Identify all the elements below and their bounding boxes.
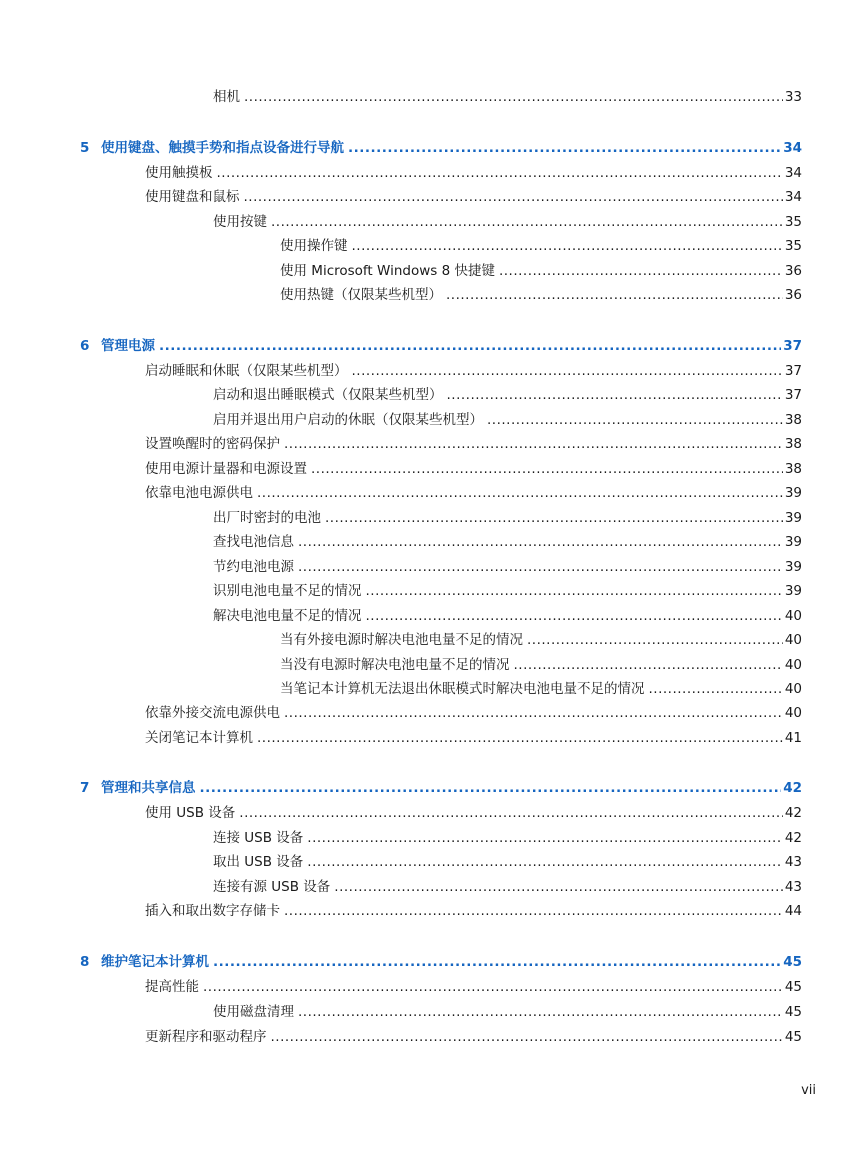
- toc-entry[interactable]: 使用触摸板 ..... 34: [145, 164, 802, 182]
- toc-entry[interactable]: 依靠电池电源供电 ..... 39: [145, 484, 802, 502]
- toc-entry[interactable]: 使用 Microsoft Windows 8 快捷键 ..... 36: [280, 262, 802, 280]
- toc-entry[interactable]: 当有外接电源时解决电池电量不足的情况 ..... 40: [280, 631, 802, 649]
- toc-chapter[interactable]: 5 使用键盘、触摸手势和指点设备进行导航 ..... 34: [80, 139, 802, 157]
- toc-entry[interactable]: 取出 USB 设备 ..... 43: [213, 853, 802, 871]
- toc-entry[interactable]: 出厂时密封的电池 ..... 39: [213, 509, 802, 527]
- toc-entry[interactable]: 使用 USB 设备 ..... 42: [145, 804, 802, 822]
- toc-entry[interactable]: 识别电池电量不足的情况 ..... 39: [213, 582, 802, 600]
- toc-entry[interactable]: 查找电池信息 ..... 39: [213, 533, 802, 551]
- toc-entry[interactable]: 设置唤醒时的密码保护 ..... 38: [145, 435, 802, 453]
- toc-entry[interactable]: 使用键盘和鼠标 ..... 34: [145, 188, 802, 206]
- toc-entry[interactable]: 连接有源 USB 设备 ..... 43: [213, 878, 802, 896]
- toc-entry[interactable]: 解决电池电量不足的情况 ..... 40: [213, 607, 802, 625]
- toc-entry[interactable]: 相机 ..... 33: [213, 88, 802, 106]
- toc-entry[interactable]: 启用并退出用户启动的休眠（仅限某些机型） ..... 38: [213, 411, 802, 429]
- toc-entry[interactable]: 当笔记本计算机无法退出休眠模式时解决电池电量不足的情况 ..... 40: [280, 680, 802, 698]
- page-number: vii: [801, 1083, 816, 1098]
- toc-entry[interactable]: 当没有电源时解决电池电量不足的情况 ..... 40: [280, 656, 802, 674]
- toc-entry[interactable]: 使用操作键 ..... 35: [280, 237, 802, 255]
- toc-entry[interactable]: 使用磁盘清理 ..... 45: [213, 1003, 802, 1021]
- toc-entry[interactable]: 连接 USB 设备 ..... 42: [213, 829, 802, 847]
- toc-entry[interactable]: 插入和取出数字存储卡 ..... 44: [145, 902, 802, 920]
- toc-chapter[interactable]: 8 维护笔记本计算机 ..... 45: [80, 953, 802, 971]
- toc-chapter[interactable]: 7 管理和共享信息 ..... 42: [80, 779, 802, 797]
- toc-chapter[interactable]: 6 管理电源 ..... 37: [80, 337, 802, 355]
- toc-entry[interactable]: 提高性能 ..... 45: [145, 978, 802, 996]
- toc-entry[interactable]: 节约电池电源 ..... 39: [213, 558, 802, 576]
- toc-entry[interactable]: 更新程序和驱动程序 ..... 45: [145, 1028, 802, 1046]
- toc-entry[interactable]: 依靠外接交流电源供电 ..... 40: [145, 704, 802, 722]
- toc-entry[interactable]: 关闭笔记本计算机 ..... 41: [145, 729, 802, 747]
- toc-entry[interactable]: 使用按键 ..... 35: [213, 213, 802, 231]
- toc-entry[interactable]: 启动和退出睡眠模式（仅限某些机型） ..... 37: [213, 386, 802, 404]
- toc-entry[interactable]: 使用热键（仅限某些机型） ..... 36: [280, 286, 802, 304]
- toc-entry[interactable]: 使用电源计量器和电源设置 ..... 38: [145, 460, 802, 478]
- toc-entry[interactable]: 启动睡眠和休眠（仅限某些机型） ..... 37: [145, 362, 802, 380]
